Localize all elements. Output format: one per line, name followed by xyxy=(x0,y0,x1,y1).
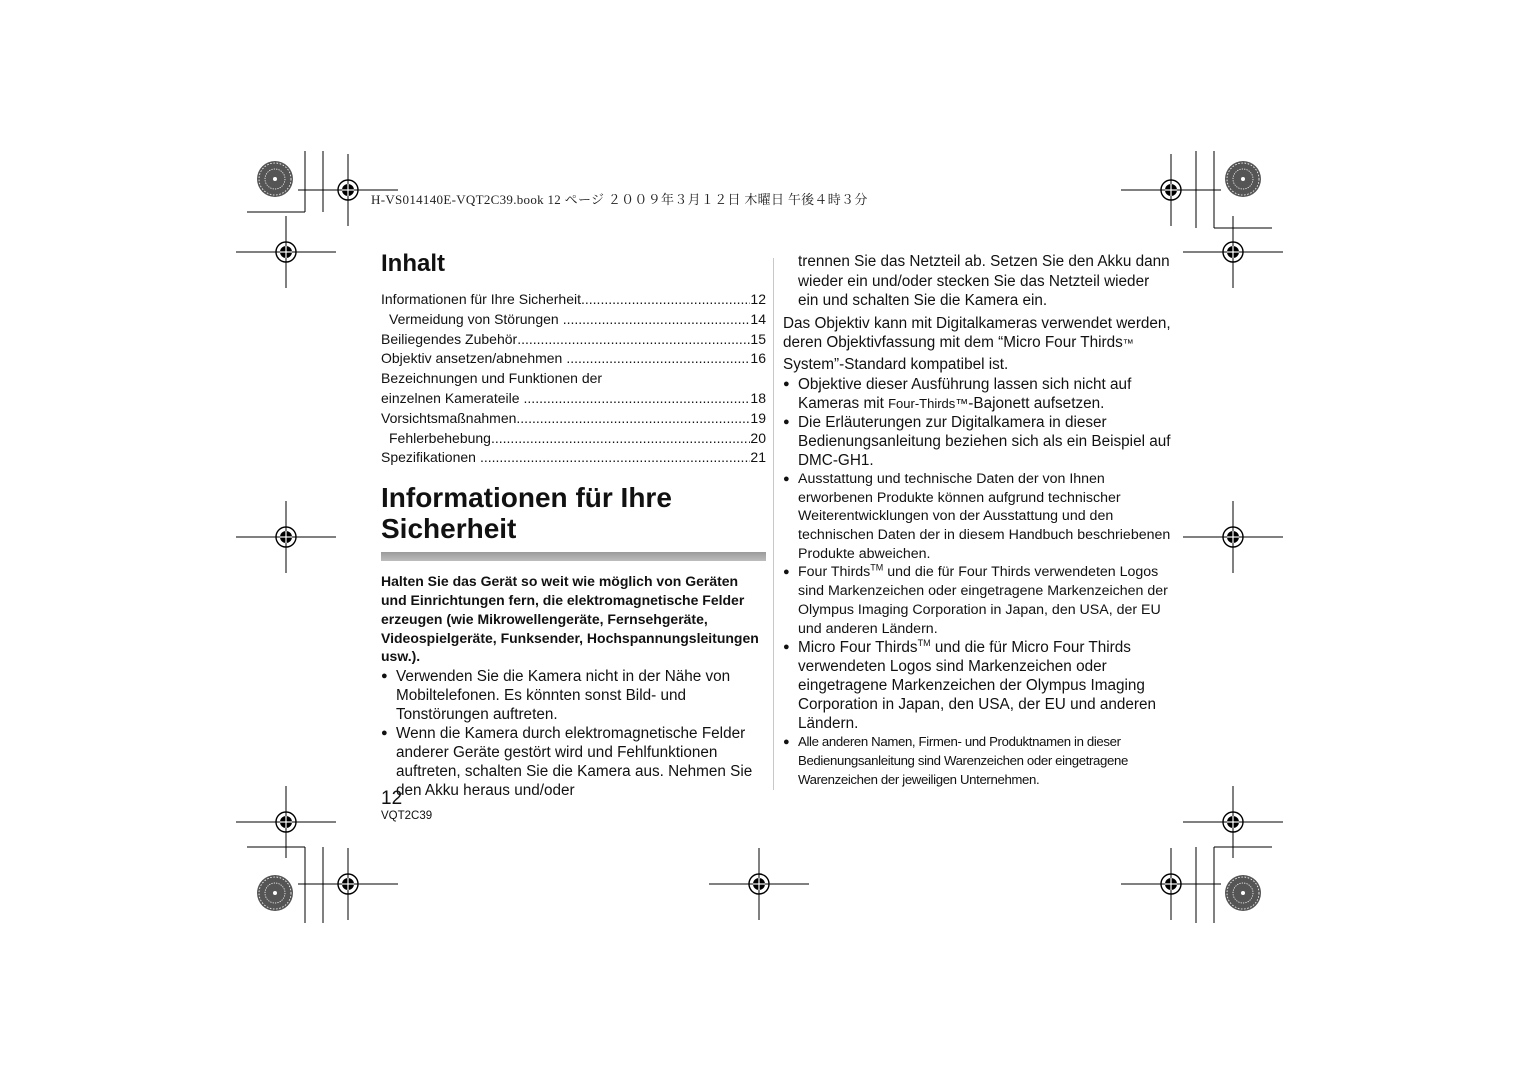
page-number: 12 xyxy=(381,788,403,809)
table-of-contents xyxy=(381,290,766,468)
registration-mark-icon xyxy=(1121,154,1221,226)
registration-mark-icon xyxy=(1121,848,1221,920)
bullet-item: ● Micro Four Thirds™ und die für Micro Four Thirds verwendeten Logos sind Markenzeichen oder eingetragene Markenzeichen der Olympus Imaging Corporation in Japan, den USA, der EU und anderen Ländern. xyxy=(783,638,1173,733)
safety-warning: Halten Sie das Gerät so weit wie möglich von Geräten und Einrichtungen fern, die elektromagnetische Felder erzeugen (wie Mikrowellengeräte, Fernsehgeräte, Videospielgeräte, Funksender, Hochspannungsleitungen usw.). xyxy=(381,573,759,665)
toc-entry[interactable]: Vorsichtsmaßnahmen ..... 19 xyxy=(381,409,766,429)
bullet-item: ● Ausstattung und technische Daten der von Ihnen erworbenen Produkte können aufgrund technischer Weiterentwicklungen von der Ausstattung und den technischen Daten der in diesem Handbuch beschriebenen Produkte abweichen. xyxy=(783,470,1173,564)
toc-entry-line: Bezeichnungen und Funktionen der xyxy=(381,370,603,387)
left-column xyxy=(381,250,766,800)
toc-entry[interactable]: Beiliegendes Zubehör ..... 15 xyxy=(381,330,766,350)
toc-entry[interactable]: einzelnen Kamerateile ..... 18 xyxy=(381,389,766,409)
section-rule xyxy=(381,552,766,561)
compatibility-paragraph: Das Objektiv kann mit Digitalkameras verwendet werden, deren Objektivfassung mit dem “Micro Four Thirds™ System”-Standard kompatibel ist. xyxy=(783,314,1171,374)
registration-star-icon xyxy=(1225,875,1261,911)
section-title: Informationen für Ihre Sicherheit xyxy=(381,482,672,545)
toc-entry[interactable]: Informationen für Ihre Sicherheit ..... 12 xyxy=(381,290,766,310)
registration-mark-icon xyxy=(236,216,336,288)
bullet-item: ● Four Thirds™ und die für Four Thirds verwendeten Logos sind Markenzeichen oder eingetragene Markenzeichen der Olympus Imaging Corporation in Japan, den USA, der EU und anderen Ländern. xyxy=(783,563,1173,638)
registration-mark-icon xyxy=(709,848,809,920)
registration-star-icon xyxy=(257,161,293,197)
registration-star-icon xyxy=(257,875,293,911)
toc-entry[interactable]: Objektiv ansetzen/abnehmen ..... 16 xyxy=(381,349,766,369)
print-header: H-VS014140E-VQT2C39.book 12 ページ ２００９年３月１２日 木曜日 午後４時３分 xyxy=(371,192,868,207)
right-column xyxy=(783,252,1173,789)
registration-mark-icon xyxy=(236,501,336,573)
continued-text: trennen Sie das Netzteil ab. Setzen Sie den Akku dann wieder ein und/oder stecken Sie das Netzteil wieder ein und schalten Sie die Kamera ein. xyxy=(798,253,1170,309)
bullet-item: ● Objektive dieser Ausführung lassen sich nicht auf Kameras mit Four-Thirds™-Bajonett aufsetzen. xyxy=(783,375,1173,413)
bullet-item: ● Alle anderen Namen, Firmen- und Produktnamen in dieser Bedienungsanleitung sind Warenzeichen oder eingetragene Warenzeichen der jeweiligen Unternehmen. xyxy=(783,733,1173,789)
registration-mark-icon xyxy=(1183,216,1283,288)
toc-entry[interactable]: Vermeidung von Störungen ..... 14 xyxy=(381,310,766,330)
registration-star-icon xyxy=(1225,161,1261,197)
registration-mark-icon xyxy=(298,848,398,920)
toc-title: Inhalt xyxy=(381,250,445,277)
bullet-item: ● Die Erläuterungen zur Digitalkamera in dieser Bedienungsanleitung beziehen sich als ein Beispiel auf DMC-GH1. xyxy=(783,413,1173,470)
toc-entry[interactable]: Fehlerbehebung ..... 20 xyxy=(381,429,766,449)
toc-entry[interactable]: Spezifikationen ..... 21 xyxy=(381,448,766,468)
column-divider xyxy=(773,258,774,790)
bullet-item: ● Wenn die Kamera durch elektromagnetische Felder anderer Geräte gestört wird und Fehlfunktionen auftreten, schalten Sie die Kamera aus. Nehmen Sie den Akku heraus und/oder xyxy=(381,724,766,800)
bullet-item: ● Verwenden Sie die Kamera nicht in der Nähe von Mobiltelefonen. Es könnten sonst Bild- und Tonstörungen auftreten. xyxy=(381,667,766,724)
registration-mark-icon xyxy=(1183,501,1283,573)
document-code: VQT2C39 xyxy=(381,810,433,822)
